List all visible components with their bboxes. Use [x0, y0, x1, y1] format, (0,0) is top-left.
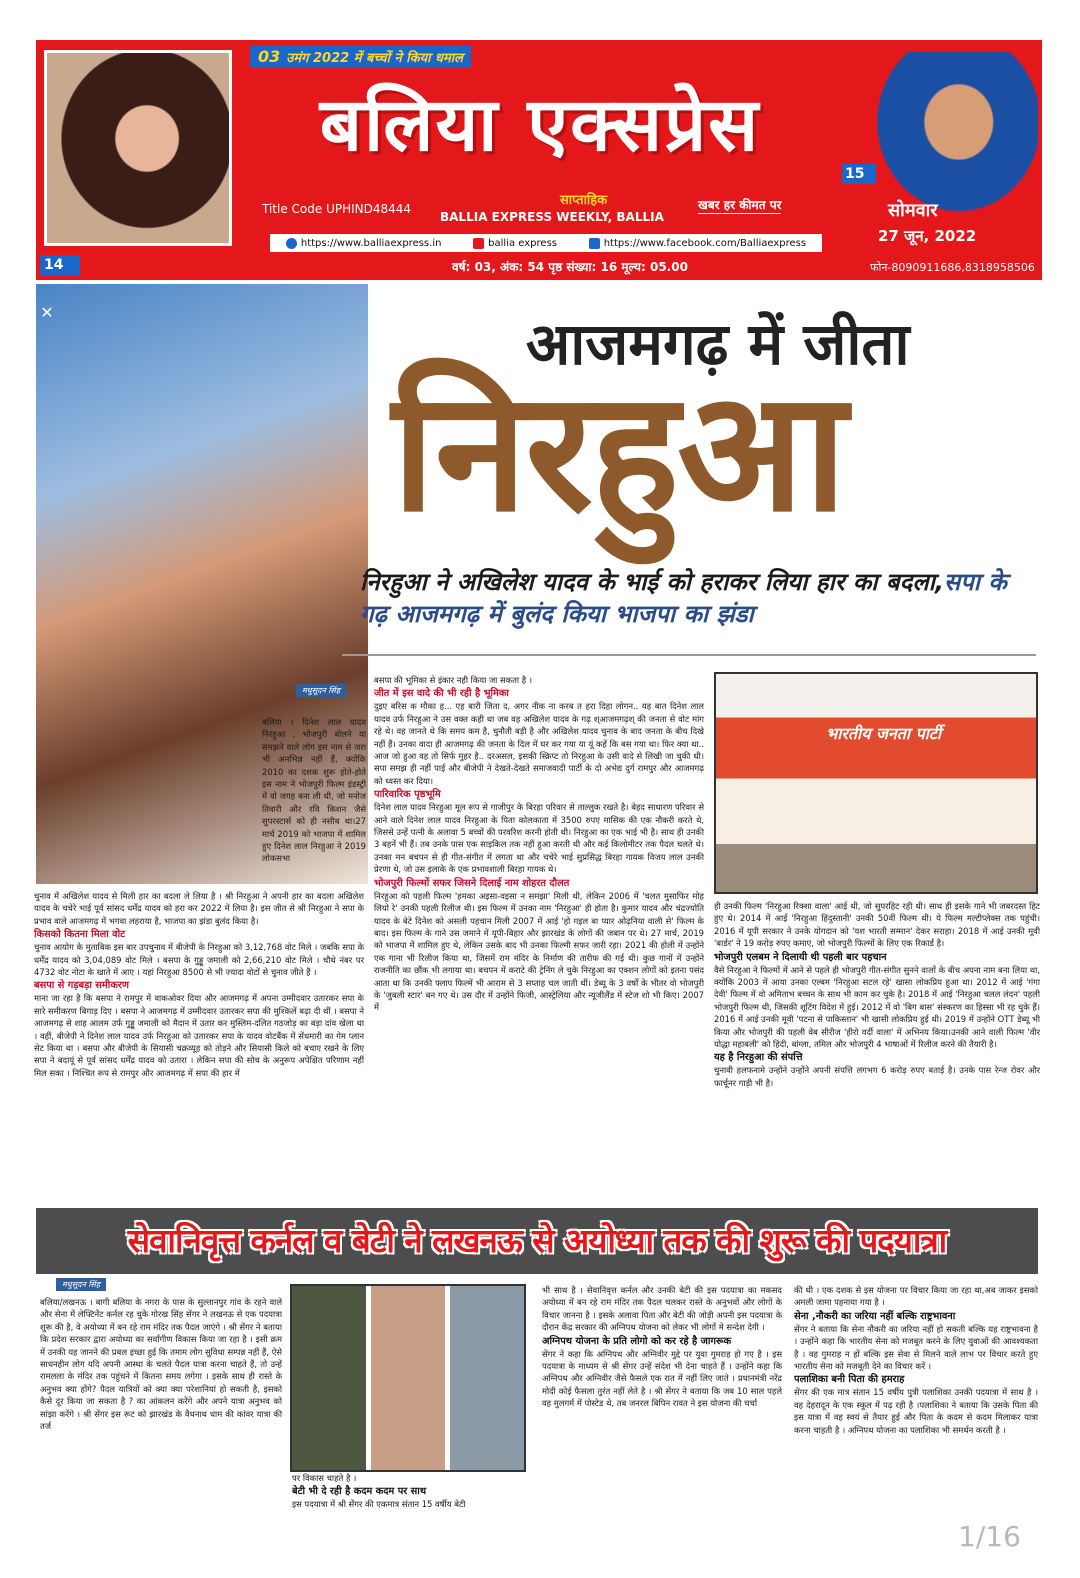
story2-paragraph: सेंगर की एक मात्र संतान 15 वर्षीय पुत्री पलाशिका उनकी पदयात्रा में साथ है । वह देहरादून के एक स्कूल में पढ़ रही है ।पलाशिका ने बताया कि उसके पिता की इस यात्रा में वह स्वयं से तैयार हुई और पिता के कदम से कदम मिलाकर यात्रा करना चाहती है । अग्निपथ योजना का पलाशिका भी समर्थन करती है । — [794, 1387, 1038, 1435]
rally-photo — [714, 672, 1038, 894]
story2-headline: सेवानिवृत्त कर्नल व बेटी ने लखनऊ से अयोध्या तक की शुरू की पदयात्रा — [127, 1221, 947, 1260]
youtube-link[interactable] — [473, 238, 557, 249]
title-code: Title Code UPHIND48444 — [262, 202, 412, 216]
lead-deck — [360, 566, 1036, 630]
story2-paragraph: इस पदयात्रा में श्री सेंगर की एकमात्र संतान 15 वर्षीय बेटी — [292, 1499, 466, 1510]
promo-strip — [250, 46, 471, 68]
page-ref-badge-left: 14 — [40, 255, 80, 275]
story2-subheading: सेना ,नौकरी का जरिया नहीं बल्कि राष्ट्रभावना — [794, 1310, 956, 1322]
lead-paragraph: दिनेश लाल यादव निरहुआ मूल रूप से गाजीपुर के बिरहा परिवार से ताल्लुक रखते है। बेहद साधारण परिवार से आने वाले दिनेश लाल यादव निरहुआ के पिता कोलकाता में 3500 रुपए मासिक की एक नौकरी करते थे, जिससे उन्हें पत्नी के अलावा 5 बच्चों की परवरिश करनी होती थी। निरहुआ का एक भाई भी है। साथ ही उनकी 3 बहनें भी हैं। तब उनके पास एक साइकिल तक नहीं हुआ करती थी और कई किलोमीटर तक पैदल चलते थे। उनका मन बचपन से ही गीत-संगीत में लगता था और चचेरे भाई सुप्रसिद्ध बिरहा गायक विजय लाल उनकी प्रेरणा थे, जो उस इलाके के एक प्रभावशाली बिरहा गायक थे। — [374, 802, 704, 875]
youtube-icon — [473, 238, 484, 249]
lead-paragraph: दुइए बरिस क मौका ह... एह बारी जिता द, अगर नीक ना करब त हरा दिहा लोगन.. यह बात दिनेश लाल यादव उर्फ निरहुआ ने उस वक्त कही था जब वह अखिलेश यादव के गढ़ श्आजमगढ़श् की जनता से वोट मांग रहे थे। वह जानते थे कि समय कम है, चुनौती बड़ी है और अखिलेश यादव चुनाव के बाद जनता के बीच दिखे नहीं हैं। उनका वादा ही आजमगढ़ की जनता के दिल में घर कर गया या यूं कहें कि बस गया था। फिर क्या था.. आज जो हुआ वह तो सिर्फ मुहर है.. दरअसल, इसकी स्क्रिप्ट तो निरहुआ के उसी वादे से लिखी जा चुकी थी। सपा समझ ही नहीं पाई और बीजेपी ने देखते-देखते समाजवादी पार्टी के दो अभेद्य दुर्ग रामपुर और आजमगढ़ को ध्वस्त कर दिया। — [374, 701, 704, 786]
issue-date: 27 जून, 2022 — [878, 227, 977, 245]
lead-subheading: पारिवारिक पृष्ठभूमि — [374, 789, 441, 801]
lead-subheading: जीत में इस वादे की भी रही है भूमिका — [374, 688, 509, 700]
lead-paragraph: चुनावी हलफनामे उन्होंने उन्होंने अपनी संपत्ति लगभग 6 करोड़ रुपए बताई है। उनके पास रेन्ज रोवर और फार्चूनर गाड़ी भी है। — [714, 1065, 1040, 1088]
lead-deck-line2: सपा के गढ़ आजमगढ़ में बुलंद किया भाजपा का झंडा — [360, 568, 1007, 628]
lead-paragraph: निरहुआ को पहली फिल्म 'हमका अइसा-वइसा न समझा' मिली थी, लेकिन 2006 में 'चलत मुसाफिर मोह लियो रे' उनकी पहली रिलीज थी। इस फिल्म में उनका नाम 'निरहुआ' ही होता है। कुमार यादव और चंद्रज्योति यादव के बेटे दिनेश को असली पहचान मिली 2007 में आई 'हो गइल बा प्यार ओढ़निया वाली से' फिल्म के बाद। इस फिल्म के गाने उस जमाने में यूपी-बिहार और झारखंड के लोगों की जबान पर थे। 27 मार्च, 2019 को भाजपा में शामिल हुए थे, लेकिन उसके बाद भी उनका फिल्मी सफर जारी रहा। 2021 की होली में उन्होंने एक गाना भी रिलीज किया था, जिसमें राम मंदिर के निर्माण की तारीफ की गई थी। कुछ गानों में उन्होंने राजनीति का छौंक भी लगाया था। बचपन में कराटे की ट्रेनिंग ले चुके निरहुआ का एक्शन लोगों को इतना पसंद आता था कि उनकी फ्लाप फिल्में भी आराम से 3 सप्ताह चल जाती थीं। डेब्यू के 3 वर्षों के भीतर वो भोजपुरी के 'जुबली स्टार' बन गए थे। उस दौर में उन्होंने फिजी, आस्ट्रेलिया और न्यूजीलैंड में स्टेज शो भी किए। 2007 में — [374, 890, 704, 1013]
issue-meta: वर्ष: 03, अंक: 54 पृष्ठ संख्या: 16 मूल्य: 05.00 — [452, 260, 688, 274]
weekly-label-english: BALLIA EXPRESS WEEKLY, BALLIA — [440, 210, 664, 224]
masthead — [36, 40, 1042, 280]
newspaper-title: बलिया एक्सप्रेस — [319, 82, 761, 168]
facebook-icon — [589, 238, 600, 249]
lead-subheading: बसपा से गड़बड़ा समीकरण — [34, 980, 129, 992]
lead-deck-line1: निरहुआ ने अखिलेश यादव के भाई को हराकर लिया हार का बदला, — [360, 568, 944, 596]
youtube-channel: ballia express — [488, 237, 557, 249]
lead-paragraph: चुनाव में अखिलेश यादव से मिली हार का बदला ले लिया है । श्री निरहुआ ने अपनी हार का बदला अखिलेश यादव के चचेरे भाई पूर्व सांसद धर्मेंद्र यादव को हरा कर 2022 में लिया है। इस जीत से श्री निरहुआ ने सपा के प्रभाव वाले आजमगढ़ में भगवा लहराया है, भाजपा का झंडा बुलंद किया है। — [34, 891, 364, 926]
lead-paragraph: वैसे निरहुआ ने फिल्मों में आने से पहले ही भोजपुरी गीत-संगीत सुनने वालों के बीच अपना नाम बना लिया था, क्योंकि 2003 में आया उनका एल्बम 'निरहुआ सटल रहे' खासा लोकप्रिय हुआ था। 2012 में आई 'गंगा देवी' फिल्म में वो अमिताभ बच्चन के साथ भी काम कर चुके है। 2018 में आई 'निरहुआ चलल लंदन' पहली भोजपुरी फिल्म थी, जिसकी शूटिंग विदेश में हुई। 2012 में वो 'बिग बास' संस्करण का हिस्सा भी रह चुके हैं। 2016 में आई उनकी मूवी 'पटना से पाकिस्तान' भी खासी लोकप्रिय हुई थी। 2019 में उन्होंने OTT डेब्यू भी किया और भोजपुरी की पहली वेब सीरीज 'हीरो वर्दी वाला' में अभिनय किया।उनकी आने वाली फिल्म 'वीर योद्धा महाबली' को हिंदी, बांग्ला, तमिल और भोजपुरी 4 भाषाओं में रिलीज करने की तैयारी है। — [714, 964, 1040, 1050]
weekly-label-hindi: साप्ताहिक — [560, 193, 608, 208]
page-ref-badge-right: 15 — [842, 164, 876, 184]
close-icon[interactable]: ✕ — [40, 303, 54, 322]
lead-kicker: आजमगढ़ में जीता — [526, 310, 910, 378]
lead-byline: मधुसूदन सिंह — [296, 684, 346, 697]
phone-numbers: फोन-8090911686,8318958506 — [870, 261, 1035, 274]
story2-paragraph: की थी । एक दशक से इस योजना पर विचार किया जा रहा था,अब जाकर इसको अमली जामा पहनाया गया है । — [794, 1285, 1038, 1308]
lead-intro-text: बलिया । दिनेश लाल यादव निरहुआ , भोजपुरी बोलने या समझने वाले लोग इस नाम से जरा भी अनभिज्ञ नहीं हैं, क्योंकि 2010 का दशक शुरू होते-होते इस नाम ने भोजपुरी फिल्म इंडस्ट्री में वो जगह बना ली थी, जो मनोज तिवारी और रवि किशन जैसे सुपरस्टार्स को ही नसीब था।27 मार्च 2019 को भाजपा में शामिल हुए दिनेश लाल निरहुआ ने 2019 लोकसभा — [262, 717, 366, 864]
masthead-left-photo — [44, 50, 232, 246]
story2-column-3 — [542, 1284, 782, 1532]
website-link[interactable] — [286, 238, 442, 249]
story2-photo — [290, 1284, 526, 1472]
masthead-right-photo — [840, 52, 1038, 252]
story2-paragraph: बलिया/लखनऊ । बागी बलिया के नगरा के पास के सुल्तानपुर गांव के रहने वाले और सेना में लेफ्टिनेंट कर्नल रह चुके गोरख सिंह सेंगर ने लखनऊ से एक पदयात्रा शुरू की है, वे अयोध्या में बन रहे राम मंदिर तक पैदल जाएंगे । श्री सेंगर ने बताया कि प्रदेश सरकार द्वारा अयोध्या का सर्वांगीण विकास किया जा रहा है । इसी क्रम में उनकी यह जानने की प्रबल इच्छा हुई कि तमाम लोग सुविधा सम्पन्न नहीं हैं, ऐसे साधनहीन लोग यदि अपनी आस्था के चलते पैदल यात्रा करना चाहते हैं, तो उन्हें रामलला के मंदिर तक पहुंचने में कितना समय लगेगा । इसके साथ ही रास्ते के अनुभव क्या होंगे? पैदल यात्रियों को क्या क्या परेशानियां हो सकती है, इसको कैसे दूर किया जा सकता है ? का आंकलन करेंगे और अपने यात्रा अनुभव को सांझा करेंगे । श्री सेंगर इस रूट को झारखंड के वैधनाथ धाम की कांवर यात्रा की तर्ज — [40, 1297, 282, 1432]
lead-paragraph: ही उनकी फिल्म 'निरहुआ रिक्शा वाला' आई थी, जो सुपरहिट रही थी। साथ ही इसके गाने भी जबरदस्त हिट हुए थे। 2014 में आई 'निरहुआ हिंदुस्तानी' उनकी 50वीं फिल्म थी। ये फिल्म मल्टीप्लेक्स तक पहुंची। 2016 में यूपी सरकार ने उनके योगदान को 'यश भारती सम्मान' देकर सराहा। 2018 में आई उनकी मूवी 'बार्डर' ने 19 करोड़ रुपए कमाए, जो भोजपुरी फिल्मों के लिए एक रिकार्ड है। — [714, 901, 1040, 949]
lead-paragraph: माना जा रहा है कि बसपा ने रामपुर में वाकओवर दिया और आजमगढ़ में अपना उम्मीदवार उतारकर सपा के सारे समीकरण बिगाड़ दिए । बसपा ने आजमगढ़ में उम्मीदवार उतारकर सपा की मुश्किलें बढ़ा दी थीं । बसपा ने आजमगढ़ से शाह आलम उर्फ गुड्डू जमाली को मैदान में उतार कर मुस्लिम-दलित गठजोड़ का बड़ा दांव खेला था । वहीं, बीजेपी ने दिनेश लाल यादव उर्फ निरहुआ को उतारकर सपा के यादव वोटबैंक में सेंधमारी का गेम प्लान सेट किया था । बसपा और बीजेपी के सियासी चक्रव्यूह को तोड़ने और सियासी किले को बचाए रखने के लिए सपा ने बदायूं से पूर्व सांसद धर्मेंद्र यादव को उतारा । लेकिन सपा की सोच के अनुरूप अपेक्षित परिणाम नहीं मिल सका । निश्चित रूप से रामपुर और आजमगढ़ में सपा की हार में — [34, 993, 364, 1078]
slogan: खबर हर कीमत पर — [698, 198, 782, 212]
story2-paragraph: सेंगर ने बताया कि सेना नौकरी का जरिया नहीं हो सकती बल्कि यह राष्ट्रभावना है । उन्होंने कहा कि भारतीय सेना को मजबूत करने के लिए युवाओं की आवश्यकता है । वह गुमराह न हों बल्कि इस सेवा से मिलने वाले लाभ पर विचार करते हुए भारतीय सेना को मजबूती देने का विचार करें । — [794, 1323, 1038, 1372]
story2-column-1 — [40, 1296, 282, 1532]
story2-column-2 — [292, 1472, 526, 1532]
lead-subheading: यह है निरहुआ की संपत्ति — [714, 1052, 803, 1064]
rally-photo-banner: भारतीय जनता पार्टी — [826, 724, 942, 743]
story2-subheading: बेटी भी दे रही है कदम कदम पर साथ — [292, 1486, 427, 1498]
globe-icon — [286, 238, 297, 249]
lead-column-2 — [374, 674, 704, 1200]
facebook-url: https://www.facebook.com/Balliaexpress — [603, 237, 807, 249]
divider — [342, 654, 1036, 656]
story2-column-4 — [794, 1284, 1038, 1532]
lead-column-3 — [714, 900, 1040, 1200]
promo-page-number: 03 — [258, 47, 281, 66]
lead-subheading: भोजपुरी एलबम ने दिलायी थी पहली बार पहचान — [714, 951, 887, 963]
promo-text: उमंग 2022 में बच्चों ने किया धमाल — [286, 51, 463, 66]
issue-day: सोमवार — [888, 200, 938, 221]
lead-intro-column — [262, 716, 366, 888]
contact-links-bar — [270, 234, 822, 252]
story2-paragraph: पर विकास चाहते है । — [292, 1473, 357, 1483]
lead-paragraph: बसपा की भूमिका से इंकार नही किया जा सकता है । — [374, 675, 532, 685]
story2-subheading: अग्निपथ योजना के प्रति लोगो को कर रहे है जागरूक — [542, 1335, 732, 1347]
lead-column-1 — [34, 890, 364, 1200]
lead-subheading: किसको कितना मिला वोट — [34, 929, 126, 941]
lead-paragraph: चुनाव आयोग के मुताबिक इस बार उपचुनाव में बीजेपी के निरहुआ को 3,12,768 वोट मिले । जबकि सपा के धर्मेंद्र यादव को 3,04,089 वोट मिले । बसपा के गुड्डू जमाली को 2,66,210 वोट मिले । चौथे नंबर पर 4732 वोट नोटा के खाते में आए । यहां निरहुआ 8500 से भी ज्यादा वोटों से चुनाव जीते हैं । — [34, 942, 364, 978]
story2-paragraph: भी साथ है । सेवानिवृत्त कर्नल और उनकी बेटी की इस पदयात्रा का मकसद अयोध्या में बन रहे राम मंदिर तक पैदल चलकर रास्ते के अनुभवों और लोगों के विचार जानना है । इसके अलावा पिता और बेटी की जोड़ी अपनी इस पदयात्रा के दौरान केंद्र सरकार की अग्निपथ योजना को लेकर भी लोगों मे सन्देश देगी । — [542, 1285, 782, 1333]
website-url: https://www.balliaexpress.in — [300, 237, 442, 249]
story2-subheading: पलाशिका बनी पिता की हमराह — [794, 1374, 905, 1386]
lead-subheading: भोजपुरी फिल्मों सफर जिसने दिलाई नाम शोहरत दौलत — [374, 877, 570, 889]
story2-paragraph: सेंगर ने कहा कि अग्निपथ और अग्निवीर मुद्दे पर युवा गुमराह हो गए है । इस पदयात्रा के माध्यम से श्री सेंगर उन्हें संदेश भी देना चाहते हैं । उन्होंने कहा कि अग्निपथ और अग्निवीर जैसे फैसले एक रात में नहीं लिए जाते । प्रधानमंत्री नरेंद्र मोदी कोई फैसला तुरंत नहीं लेते है । श्री सेंगर ने बताया कि जब 10 साल पहले वह मुलगर्म में पोस्टेड थे, तब जनरल बिपिन रावत ने इस योजना की चर्चा — [542, 1348, 782, 1409]
lead-headline: निरहुआ — [392, 356, 845, 549]
story2-byline: मधुसूदन सिंह — [56, 1278, 106, 1291]
facebook-link[interactable] — [589, 238, 806, 249]
page-indicator: 1/16 — [958, 1520, 1021, 1553]
